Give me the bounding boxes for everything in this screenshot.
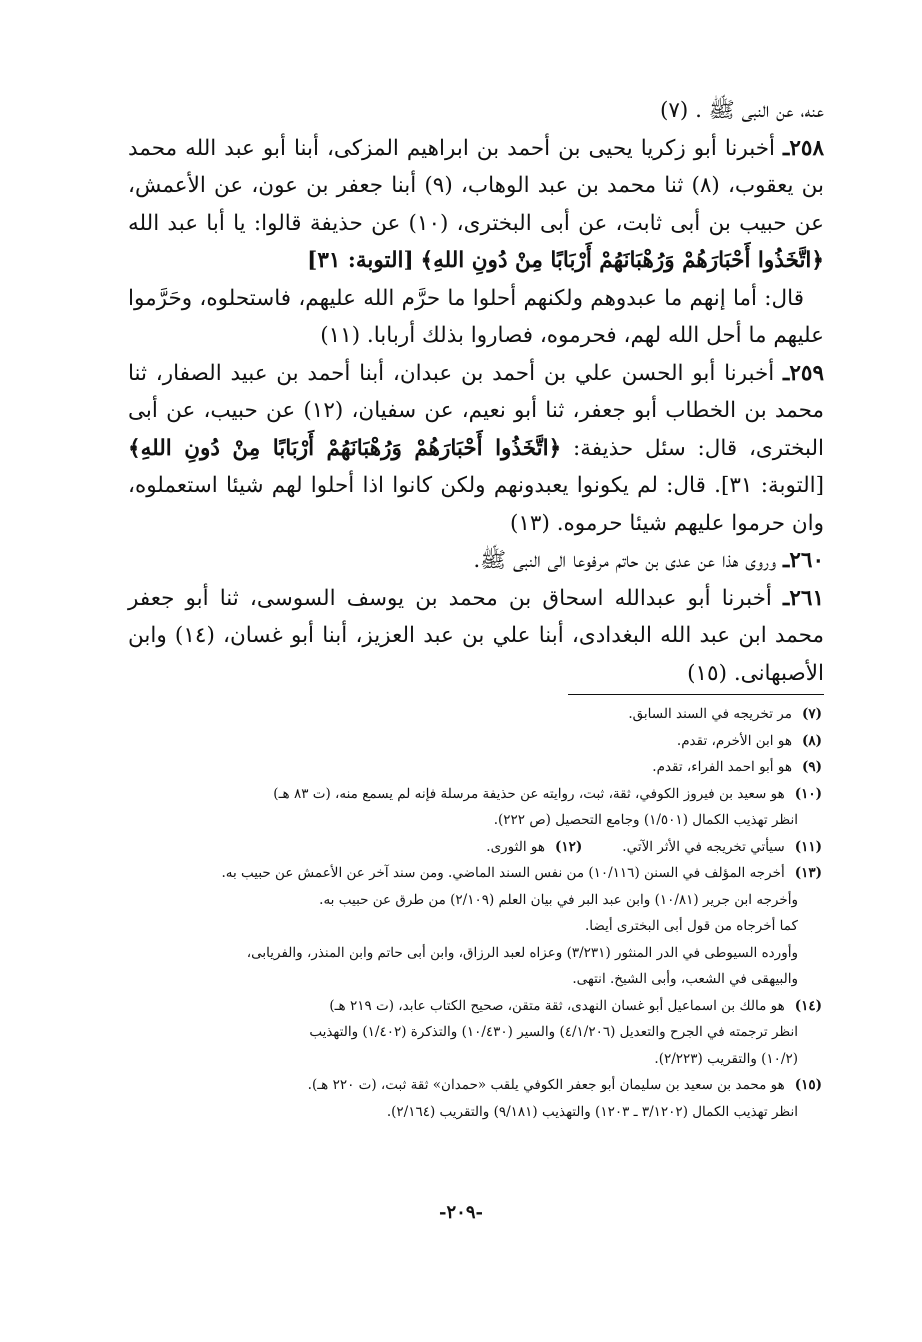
paragraph-259: ٢٥٩ـ أخبرنا أبو الحسن علي بن أحمد بن عبدان، أبنا أحمد بن عبيد الصفار، ثنا محمد بن الخطاب أبو جعفر، ثنا أبو نعيم، عن سفيان، (١٢) عن حبيب، عن أبى البخترى، قال: سئل حذيفة: ﴿اتَّخَذُوا أَحْبَارَهُمْ وَرُهْبَانَهُمْ أَرْبَابًا مِنْ دُونِ اللهِ﴾ [التوبة: ٣١]. قال: لم يكونوا يعبدونهم ولكن كانوا اذا أحلوا لهم شيئا استعملوه، وان حرموا عليهم شيئا حرموه. (١٣) bbox=[128, 360, 824, 536]
footnote-15-cont: انظر تهذيب الكمال (٣/١٢٠٢ ـ ١٢٠٣) والتهذيب (٩/١٨١) والتقريب (٢/١٦٤). bbox=[386, 1103, 798, 1120]
footnote-12: (١٢)هو الثورى. bbox=[486, 838, 583, 855]
footnote-11: (١١)سيأتي تخريجه في الأثر الآتي. bbox=[622, 838, 822, 855]
footnote-10-cont: انظر تهذيب الكمال (١/٥٠١) وجامع التحصيل (ص ٢٢٢). bbox=[493, 812, 798, 828]
hadith-number-261: ٢٦١ـ bbox=[783, 585, 824, 611]
quran-verse-1: ﴿اتَّخَذُوا أَحْبَارَهُمْ وَرُهْبَانَهُمْ أَرْبَابًا مِنْ دُونِ اللهِ﴾ bbox=[420, 248, 824, 273]
footnote-7: (٧)مر تخريجه في السند السابق. bbox=[628, 706, 822, 722]
paragraph-intro: عنه، عن النبى ﷺ . (٧) bbox=[659, 98, 824, 123]
hadith-number-258: ٢٥٨ـ bbox=[783, 135, 824, 161]
footnotes-11-12 bbox=[130, 835, 822, 861]
paragraph-258: ٢٥٨ـ أخبرنا أبو زكريا يحيى بن أحمد بن ابراهيم المزكى، أبنا أبو عبد الله محمد بن يعقوب، (٨) ثنا محمد بن عبد الوهاب، (٩) أبنا جعفر بن عون، عن الأعمش، عن حبيب بن أبى ثابت، عن أبى البخترى، (١٠) عن حذيفة قالوا: يا أبا عبد الله ﴿اتَّخَذُوا أَحْبَارَهُمْ وَرُهْبَانَهُمْ أَرْبَابًا مِنْ دُونِ اللهِ﴾ [التوبة: ٣١] bbox=[128, 135, 824, 273]
footnote-9: (٩)هو أبو احمد الفراء، تقدم. bbox=[652, 759, 822, 775]
verse-reference-1: [التوبة: ٣١] bbox=[307, 248, 414, 273]
footnote-13-cont-1: وأخرجه ابن جرير (١٠/٨١) وابن عبد البر في بيان العلم (٢/١٠٩) من طرق عن حبيب به. bbox=[319, 891, 798, 908]
footnote-13-cont-4: والبيهقى في الشعب، وأبى الشيخ. انتهى. bbox=[572, 971, 798, 987]
paragraph-260: ٢٦٠ـ وروى هذا عن عدى بن حاتم مرفوعا الى النبى ﷺ. bbox=[473, 548, 824, 573]
footnotes bbox=[130, 702, 822, 1126]
footnote-15: (١٥)هو محمد بن سعيد بن سليمان أبو جعفر الكوفي يلقب «حمدان» ثقة ثبت، (ت ٢٢٠ هـ). bbox=[307, 1077, 822, 1093]
footnote-divider bbox=[568, 694, 824, 695]
paragraph-258-answer: قال: أما إنهم ما عبدوهم ولكنهم أحلوا ما حرَّم الله عليهم، فاستحلوه، وحَرَّموا عليهم ما أحل الله لهم، فحرموه، فصاروا بذلك أربابا. (١١) bbox=[128, 285, 824, 348]
hadith-number-259: ٢٥٩ـ bbox=[783, 360, 824, 386]
paragraph-261: ٢٦١ـ أخبرنا أبو عبدالله اسحاق بن محمد بن يوسف السوسى، ثنا أبو جعفر محمد ابن عبد الله البغدادى، أبنا علي بن عبد العزيز، أبنا أبو غسان، (١٤) وابن الأصبهانى. (١٥) bbox=[128, 585, 825, 686]
page-number: -٢٠٩- bbox=[439, 1202, 483, 1223]
footnote-14-cont-2: (١٠/٢) والتقريب (٢/٢٢٣). bbox=[654, 1050, 798, 1067]
quran-verse-2: ﴿اتَّخَذُوا أَحْبَارَهُمْ وَرُهْبَانَهُمْ أَرْبَابًا مِنْ دُونِ اللهِ﴾ bbox=[128, 435, 562, 461]
footnote-13-cont-3: وأورده السيوطى في الدر المنثور (٣/٢٣١) وعزاه لعبد الرزاق، وابن أبى حاتم وابن المنذر، والفريابى، bbox=[246, 944, 798, 961]
footnote-13-cont-2: كما أخرجاه من قول أبى البخترى أيضا. bbox=[584, 918, 798, 934]
footnote-13: (١٣)أخرجه المؤلف في السنن (١٠/١١٦) من نفس السند الماضي. ومن سند آخر عن الأعمش عن حبيب به. bbox=[221, 865, 822, 881]
footnote-14-cont-1: انظر ترجمته في الجرح والتعديل (٤/١/٢٠٦) والسير (١٠/٤٣٠) والتذكرة (١/٤٠٢) والتهذيب bbox=[309, 1024, 798, 1040]
footnote-8: (٨)هو ابن الأخرم، تقدم. bbox=[676, 732, 822, 749]
footnote-10: (١٠)هو سعيد بن فيروز الكوفي، ثقة، ثبت، روايته عن حذيفة مرسلة فإنه لم يسمع منه، (ت ٨٣ هـ) bbox=[273, 785, 822, 802]
main-text bbox=[128, 92, 824, 692]
hadith-number-260: ٢٦٠ـ bbox=[783, 548, 824, 573]
footnote-14: (١٤)هو مالك بن اسماعيل أبو غسان النهدى، ثقة متقن، صحيح الكتاب عابد، (ت ٢١٩ هـ) bbox=[329, 997, 822, 1014]
